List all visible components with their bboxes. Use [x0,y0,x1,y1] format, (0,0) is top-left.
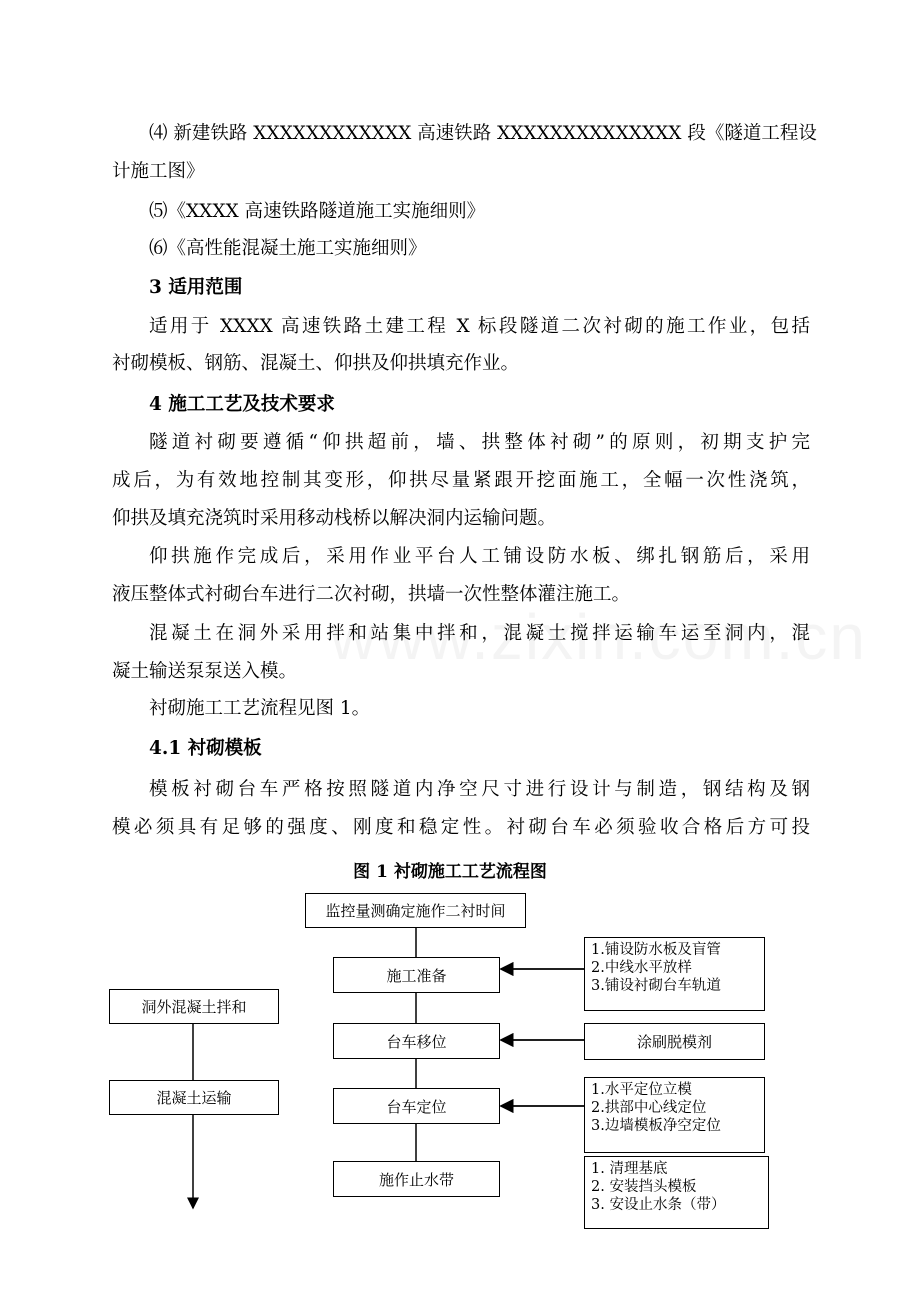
para3-line1: 混凝土在洞外采用拌和站集中拌和，混凝土搅拌运输车运至洞内，混 [149,623,810,644]
heading-3: 3 适用范围 [149,277,243,298]
flow-box-preparation: 施工准备 [333,957,500,993]
para2-line1: 仰拱施作完成后，采用作业平台人工铺设防水板、绑扎钢筋后，采用 [149,546,810,567]
flow-side-box-1 [584,937,765,1011]
para1-line3: 仰拱及填充浇筑时采用移动栈桥以解决洞内运输问题。 [112,508,557,529]
para5-line2: 模必须具有足够的强度、刚度和稳定性。衬砌台车必须验收合格后方可投 [112,817,810,838]
flow-box-waterstop: 施作止水带 [333,1161,500,1197]
flow-box-trolley-position: 台车定位 [333,1088,500,1124]
ref-4-line1: ⑷ 新建铁路 XXXXXXXXXXXX 高速铁路 XXXXXXXXXXXXXX 段《隧道工程设 [149,123,817,144]
flow-box-transport: 混凝土运输 [109,1080,279,1115]
ref-5: ⑸《XXXX 高速铁路隧道施工实施细则》 [149,201,486,222]
side3-item: 1.水平定位立模 [591,1082,692,1098]
side1-item: 1.铺设防水板及盲管 [591,942,721,958]
ref-4-line2: 计施工图》 [112,161,205,182]
side1-item: 3.铺设衬砌台车轨道 [591,978,721,994]
para1-line1: 隧道衬砌要遵循“仰拱超前，墙、拱整体衬砌”的原则，初期支护完 [149,432,810,453]
flow-side-box-3 [584,1077,765,1153]
para4: 衬砌施工工艺流程见图 1。 [149,698,371,719]
flow-side-box-4 [584,1156,769,1229]
flow-side-box-2: 涂刷脱模剂 [584,1023,765,1060]
figure-caption: 图 1 衬砌施工工艺流程图 [353,862,547,882]
side3-item: 2.拱部中心线定位 [591,1100,707,1116]
para2-line2: 液压整体式衬砌台车进行二次衬砌，拱墙一次性整体灌注施工。 [112,584,631,605]
scope-line2: 衬砌模板、钢筋、混凝土、仰拱及仰拱填充作业。 [112,353,520,374]
side4-item: 3. 安设止水条（带） [591,1197,726,1213]
ref-6: ⑹《高性能混凝土施工实施细则》 [149,238,427,259]
flow-box-monitoring: 监控量测确定施作二衬时间 [305,893,526,928]
para3-line2: 凝土输送泵泵送入模。 [112,661,298,682]
heading-4-1: 4.1 衬砌模板 [149,738,262,759]
scope-line1: 适用于 XXXX 高速铁路土建工程 X 标段隧道二次衬砌的施工作业，包括 [149,316,810,337]
para5-line1: 模板衬砌台车严格按照隧道内净空尺寸进行设计与制造，钢结构及钢 [149,779,810,800]
side4-item: 1. 清理基底 [591,1161,668,1177]
heading-4: 4 施工工艺及技术要求 [149,394,335,415]
flow-box-mixing: 洞外混凝土拌和 [109,989,279,1024]
side1-item: 2.中线水平放样 [591,960,692,976]
para1-line2: 成后，为有效地控制其变形，仰拱尽量紧跟开挖面施工，全幅一次性浇筑， [112,470,810,491]
side4-item: 2. 安装挡头模板 [591,1179,697,1195]
side3-item: 3.边墙模板净空定位 [591,1118,721,1134]
flow-box-trolley-move: 台车移位 [333,1023,500,1059]
